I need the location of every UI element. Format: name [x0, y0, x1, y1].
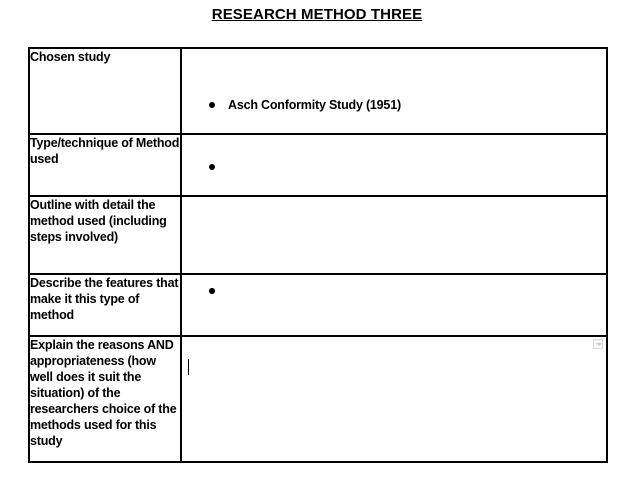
row-label: Outline with detail the method used (including steps involved) — [29, 196, 181, 274]
text-cursor — [188, 359, 189, 375]
row-describe-features — [29, 274, 607, 336]
row-outline-method — [29, 196, 607, 274]
row-label: Describe the features that make it this type of method — [29, 274, 181, 336]
row-content-chosen-study[interactable] — [181, 48, 607, 134]
row-content-describe-features[interactable] — [181, 274, 607, 336]
research-method-table — [28, 47, 608, 463]
row-explain-reasons — [29, 336, 607, 462]
row-content-type-technique[interactable] — [181, 134, 607, 196]
bullet-list — [182, 49, 606, 113]
row-label: Type/technique of Method used — [29, 134, 181, 196]
row-content-explain-reasons[interactable] — [181, 336, 607, 462]
row-label: Chosen study — [29, 48, 181, 134]
row-label: Explain the reasons AND appropriateness (how well does it suit the situation) of the researchers choice of the methods used for this study — [29, 336, 181, 462]
scroll-down-icon[interactable] — [593, 339, 603, 349]
bullet-list — [182, 275, 606, 283]
row-chosen-study — [29, 48, 607, 134]
bullet-list — [182, 135, 606, 159]
row-content-outline-method[interactable] — [181, 196, 607, 274]
document-title: RESEARCH METHOD THREE — [211, 6, 423, 23]
bullet-item[interactable]: Asch Conformity Study (1951) — [182, 97, 606, 113]
row-type-technique — [29, 134, 607, 196]
